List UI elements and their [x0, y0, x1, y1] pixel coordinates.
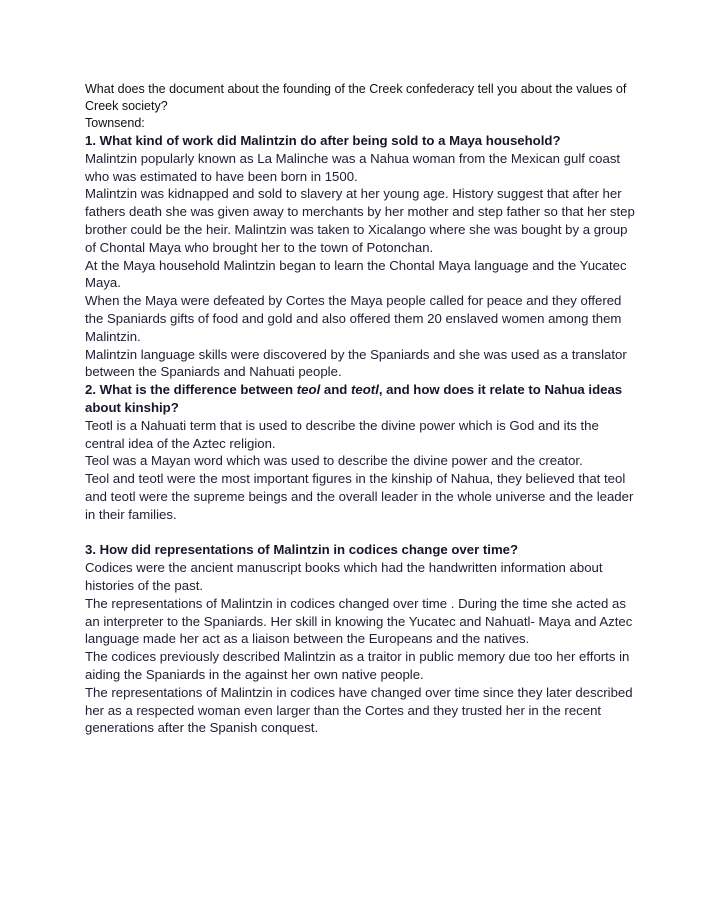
answer-3-paragraph: Codices were the ancient manuscript books which had the handwritten information about histories of the past.: [85, 560, 603, 593]
answer-3-paragraph: The representations of Malintzin in codices changed over time . During the time she acted as an interpreter to the Spaniards. Her skill in knowing the Yucatec and Nahuatl- Maya and Aztec language made her act as a liaison between the Europeans and the natives.: [85, 595, 633, 647]
question-1-heading: 1. What kind of work did Malintzin do after being sold to a Maya household?: [85, 133, 561, 148]
question-2-heading-text: , and how does it relate to Nahua ideas about kinship?: [85, 382, 623, 415]
answer-2-paragraph: Teotl is a Nahuati term that is used to describe the divine power which is God and its the central idea of the Aztec religion.: [85, 417, 599, 451]
question-3-heading: 3. How did representations of Malintzin in codices change over time?: [85, 542, 519, 558]
blank-line: [85, 524, 637, 542]
term-teol: teol: [296, 382, 321, 398]
answer-1-paragraph: Malintzin popularly known as La Malinche was a Nahua woman from the Mexican gulf coast who was estimated to have been born in 1500.: [85, 150, 621, 184]
intro-question: What does the document about the founding of the Creek confederacy tell you about the values of Creek society?: [85, 82, 627, 113]
answer-1-paragraph: Malintzin was kidnapped and sold to slavery at her young age. History suggest that after her fathers death she was given away to merchants by her mother and step father so that her step brother could be the heir. Malintzin was taken to Xicalango where she was bought by a group of Chontal Maya who brought her to the town of Potonchan.: [85, 186, 635, 255]
answer-2-paragraph: Teol was a Mayan word which was used to describe the divine power and the creator.: [85, 453, 583, 469]
question-2-heading: [85, 381, 637, 417]
document-body: [85, 81, 637, 737]
term-teotl: teotl: [351, 382, 379, 398]
answer-3-paragraph: The codices previously described Malintzin as a traitor in public memory due too her efforts in aiding the Spaniards in the against her own native people.: [85, 649, 630, 682]
answer-2-paragraph: Teol and teotl were the most important figures in the kinship of Nahua, they believed that teol and teotl were the supreme beings and the overall leader in the whole universe and the leader in their families.: [85, 471, 634, 522]
intro-author: Townsend:: [85, 116, 145, 130]
answer-1-paragraph: When the Maya were defeated by Cortes the Maya people called for peace and they offered the Spaniards gifts of food and gold and also offered them 20 enslaved women among them Malintzin.: [85, 293, 622, 344]
answer-1-paragraph: Malintzin language skills were discovered by the Spaniards and she was used as a translator between the Spaniards and Nahuati people.: [85, 346, 627, 380]
question-2-heading-text: 2. What is the difference between: [85, 382, 297, 398]
answer-3-paragraph: The representations of Malintzin in codices have changed over time since they later described her as a respected woman even larger than the Cortes and they trusted her in the recent generations after the Spanish conquest.: [85, 684, 633, 736]
question-2-heading-text: and: [320, 382, 352, 398]
answer-1-paragraph: At the Maya household Malintzin began to learn the Chontal Maya language and the Yucatec Maya.: [85, 257, 627, 291]
